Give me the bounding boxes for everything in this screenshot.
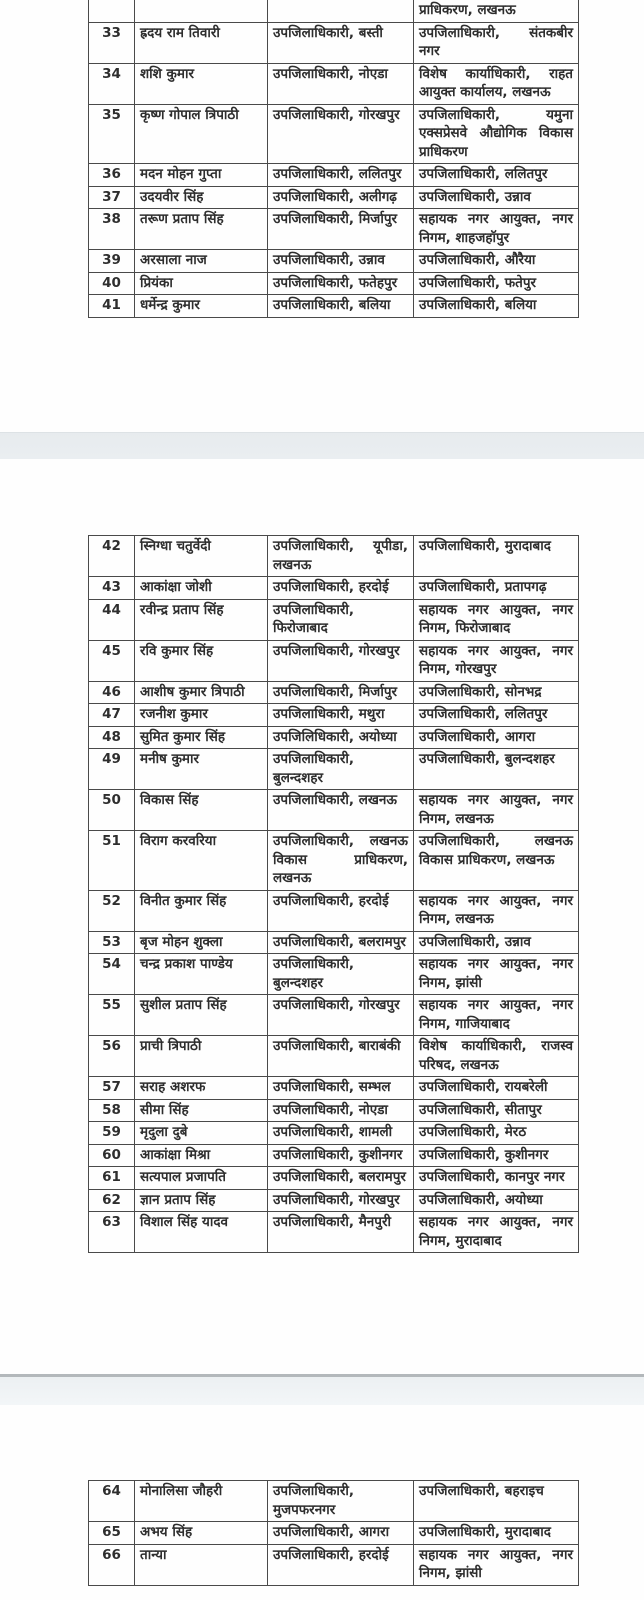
new-posting-cell: उपजिलाधिकारी, ललितपुर	[414, 704, 579, 727]
current-posting-cell: उपजिलाधिकारी, गोरखपुर	[268, 640, 414, 681]
current-posting-cell: उपजिलाधिकारी, नोएडा	[268, 1099, 414, 1122]
table-row	[89, 931, 579, 954]
name-cell: प्रियंका	[135, 272, 268, 295]
current-posting-cell: उपजिलाधिकारी, हरदोई	[268, 577, 414, 600]
current-posting-cell: उपजिलाधिकारी, लखनऊ	[268, 790, 414, 831]
serial-cell: 39	[89, 250, 135, 273]
new-posting-cell: उपजिलाधिकारी, आगरा	[414, 726, 579, 749]
serial-cell: 46	[89, 681, 135, 704]
table-row	[89, 681, 579, 704]
new-posting-cell: उपजिलाधिकारी, लखनऊ विकास प्राधिकरण, लखनऊ	[414, 831, 579, 891]
table-row	[89, 995, 579, 1036]
table-row	[89, 186, 579, 209]
table-row	[89, 599, 579, 640]
name-cell: तरूण प्रताप सिंह	[135, 209, 268, 250]
name-cell: प्राची त्रिपाठी	[135, 1036, 268, 1077]
current-posting-cell: उपजिलाधिकारी, गोरखपुर	[268, 104, 414, 164]
new-posting-cell: उपजिलाधिकारी, मुरादाबाद	[414, 1522, 579, 1545]
new-posting-cell: सहायक नगर आयुक्त, नगर निगम, झांसी	[414, 1544, 579, 1585]
table-row	[89, 0, 579, 22]
name-cell: उदयवीर सिंह	[135, 186, 268, 209]
table-row	[89, 536, 579, 577]
new-posting-cell: उपजिलाधिकारी, कानपुर नगर	[414, 1167, 579, 1190]
table-row	[89, 790, 579, 831]
current-posting-cell: उपजिलाधिकारी, बुलन्दशहर	[268, 954, 414, 995]
new-posting-cell: उपजिलाधिकारी, सोनभद्र	[414, 681, 579, 704]
serial-cell: 64	[89, 1481, 135, 1522]
table-row	[89, 749, 579, 790]
current-posting-cell: उपजिलाधिकारी, हरदोई	[268, 1544, 414, 1585]
serial-cell: 53	[89, 931, 135, 954]
table-row	[89, 164, 579, 187]
new-posting-cell: सहायक नगर आयुक्त, नगर निगम, लखनऊ	[414, 790, 579, 831]
current-posting-cell: उपजिलाधिकारी, अलीगढ़	[268, 186, 414, 209]
name-cell: मनीष कुमार	[135, 749, 268, 790]
name-cell: विराग करवरिया	[135, 831, 268, 891]
name-cell: सराह अशरफ	[135, 1077, 268, 1100]
serial-cell: 60	[89, 1144, 135, 1167]
new-posting-cell: विशेष कार्याधिकारी, राहत आयुक्त कार्यालय, लखनऊ	[414, 63, 579, 104]
name-cell: रवि कुमार सिंह	[135, 640, 268, 681]
table-row	[89, 954, 579, 995]
new-posting-cell: उपजिलाधिकारी, बहराइच	[414, 1481, 579, 1522]
table-row	[89, 22, 579, 63]
serial-cell: 51	[89, 831, 135, 891]
name-cell: सत्यपाल प्रजापति	[135, 1167, 268, 1190]
current-posting-cell: उपजिलाधिकारी, यूपीडा, लखनऊ	[268, 536, 414, 577]
new-posting-cell: उपजिलाधिकारी, संतकबीर नगर	[414, 22, 579, 63]
current-posting-cell: उपजिलाधिकारी, बलिया	[268, 295, 414, 318]
new-posting-cell: उपजिलाधिकारी, कुशीनगर	[414, 1144, 579, 1167]
new-posting-cell: सहायक नगर आयुक्त, नगर निगम, झांसी	[414, 954, 579, 995]
name-cell: अभय सिंह	[135, 1522, 268, 1545]
name-cell: मदन मोहन गुप्ता	[135, 164, 268, 187]
serial-cell	[89, 0, 135, 22]
serial-cell: 65	[89, 1522, 135, 1545]
new-posting-cell: उपजिलाधिकारी, सीतापुर	[414, 1099, 579, 1122]
name-cell: ज्ञान प्रताप सिंह	[135, 1189, 268, 1212]
new-posting-cell: उपजिलाधिकारी, बुलन्दशहर	[414, 749, 579, 790]
name-cell: विकास सिंह	[135, 790, 268, 831]
table-row	[89, 1144, 579, 1167]
current-posting-cell: उपजिलिधिकारी, अयोध्या	[268, 726, 414, 749]
table-row	[89, 63, 579, 104]
name-cell: आकांक्षा जोशी	[135, 577, 268, 600]
new-posting-cell: उपजिलाधिकारी, उन्नाव	[414, 931, 579, 954]
serial-cell: 33	[89, 22, 135, 63]
serial-cell: 58	[89, 1099, 135, 1122]
table-row	[89, 1099, 579, 1122]
new-posting-cell: उपजिलाधिकारी, मेरठ	[414, 1122, 579, 1145]
name-cell: मोनालिसा जौहरी	[135, 1481, 268, 1522]
new-posting-cell: सहायक नगर आयुक्त, नगर निगम, फिरोजाबाद	[414, 599, 579, 640]
current-posting-cell: उपजिलाधिकारी, बलरामपुर	[268, 1167, 414, 1190]
new-posting-cell: उपजिलाधिकारी, फतेपुर	[414, 272, 579, 295]
new-posting-cell: सहायक नगर आयुक्त, नगर निगम, शाहजहॉपुर	[414, 209, 579, 250]
serial-cell: 52	[89, 890, 135, 931]
serial-cell: 49	[89, 749, 135, 790]
table-row	[89, 1544, 579, 1585]
current-posting-cell: उपजिलाधिकारी, मैनपुरी	[268, 1212, 414, 1253]
name-cell: स्निग्धा चतुर्वेदी	[135, 536, 268, 577]
current-posting-cell: उपजिलाधिकारी, उन्नाव	[268, 250, 414, 273]
current-posting-cell: उपजिलाधिकारी, कुशीनगर	[268, 1144, 414, 1167]
new-posting-cell: सहायक नगर आयुक्त, नगर निगम, गोरखपुर	[414, 640, 579, 681]
current-posting-cell: उपजिलाधिकारी, शामली	[268, 1122, 414, 1145]
new-posting-cell: प्राधिकरण, लखनऊ	[414, 0, 579, 22]
name-cell: रजनीश कुमार	[135, 704, 268, 727]
name-cell: आशीष कुमार त्रिपाठी	[135, 681, 268, 704]
serial-cell: 37	[89, 186, 135, 209]
serial-cell: 62	[89, 1189, 135, 1212]
serial-cell: 48	[89, 726, 135, 749]
name-cell: रवीन्द्र प्रताप सिंह	[135, 599, 268, 640]
name-cell: बृज मोहन शुक्ला	[135, 931, 268, 954]
serial-cell: 61	[89, 1167, 135, 1190]
serial-cell: 34	[89, 63, 135, 104]
name-cell	[135, 0, 268, 22]
new-posting-cell: उपजिलाधिकारी, यमुना एक्सप्रेसवे औद्योगिक विकास प्राधिकरण	[414, 104, 579, 164]
table-row	[89, 272, 579, 295]
new-posting-cell: उपजिलाधिकारी, ललितपुर	[414, 164, 579, 187]
serial-cell: 63	[89, 1212, 135, 1253]
page-separator-band	[0, 432, 644, 459]
name-cell: कृष्ण गोपाल त्रिपाठी	[135, 104, 268, 164]
serial-cell: 41	[89, 295, 135, 318]
table-row	[89, 726, 579, 749]
table-row	[89, 831, 579, 891]
table-row	[89, 890, 579, 931]
new-posting-cell: उपजिलाधिकारी, अयोध्या	[414, 1189, 579, 1212]
table-row	[89, 1122, 579, 1145]
transfer-table-page-3	[88, 1480, 579, 1586]
current-posting-cell: उपजिलाधिकारी, मिर्जापुर	[268, 209, 414, 250]
new-posting-cell: सहायक नगर आयुक्त, नगर निगम, मुरादाबाद	[414, 1212, 579, 1253]
new-posting-cell: उपजिलाधिकारी, रायबरेली	[414, 1077, 579, 1100]
table-row	[89, 209, 579, 250]
name-cell: तान्या	[135, 1544, 268, 1585]
serial-cell: 55	[89, 995, 135, 1036]
new-posting-cell: उपजिलाधिकारी, औरैया	[414, 250, 579, 273]
current-posting-cell: उपजिलाधिकारी, गोरखपुर	[268, 995, 414, 1036]
current-posting-cell: उपजिलाधिकारी, फतेहपुर	[268, 272, 414, 295]
name-cell: विनीत कुमार सिंह	[135, 890, 268, 931]
current-posting-cell: उपजिलाधिकारी, आगरा	[268, 1522, 414, 1545]
serial-cell: 47	[89, 704, 135, 727]
current-posting-cell	[268, 0, 414, 22]
serial-cell: 44	[89, 599, 135, 640]
name-cell: शशि कुमार	[135, 63, 268, 104]
table-row	[89, 577, 579, 600]
current-posting-cell: उपजिलाधिकारी, बलरामपुर	[268, 931, 414, 954]
serial-cell: 42	[89, 536, 135, 577]
serial-cell: 54	[89, 954, 135, 995]
transfer-table-page-1	[88, 0, 579, 318]
table-row	[89, 1167, 579, 1190]
serial-cell: 36	[89, 164, 135, 187]
current-posting-cell: उपजिलाधिकारी, गोरखपुर	[268, 1189, 414, 1212]
name-cell: धर्मेन्द्र कुमार	[135, 295, 268, 318]
new-posting-cell: उपजिलाधिकारी, उन्नाव	[414, 186, 579, 209]
table-row	[89, 1212, 579, 1253]
current-posting-cell: उपजिलाधिकारी, बस्ती	[268, 22, 414, 63]
name-cell: सुशील प्रताप सिंह	[135, 995, 268, 1036]
page-separator-band	[0, 1374, 644, 1405]
new-posting-cell: सहायक नगर आयुक्त, नगर निगम, गाजियाबाद	[414, 995, 579, 1036]
name-cell: अरसाला नाज	[135, 250, 268, 273]
serial-cell: 59	[89, 1122, 135, 1145]
current-posting-cell: उपजिलाधिकारी, बाराबंकी	[268, 1036, 414, 1077]
current-posting-cell: उपजिलाधिकारी, हरदोई	[268, 890, 414, 931]
name-cell: ह्रदय राम तिवारी	[135, 22, 268, 63]
name-cell: सीमा सिंह	[135, 1099, 268, 1122]
table-row	[89, 1189, 579, 1212]
current-posting-cell: उपजिलाधिकारी, मुजपफरनगर	[268, 1481, 414, 1522]
current-posting-cell: उपजिलाधिकारी, ललितपुर	[268, 164, 414, 187]
serial-cell: 43	[89, 577, 135, 600]
table-row	[89, 1522, 579, 1545]
current-posting-cell: उपजिलाधिकारी, मथुरा	[268, 704, 414, 727]
transfer-table-page-2	[88, 535, 579, 1253]
serial-cell: 35	[89, 104, 135, 164]
serial-cell: 40	[89, 272, 135, 295]
table-row	[89, 1077, 579, 1100]
new-posting-cell: सहायक नगर आयुक्त, नगर निगम, लखनऊ	[414, 890, 579, 931]
table-row	[89, 295, 579, 318]
new-posting-cell: उपजिलाधिकारी, मुरादाबाद	[414, 536, 579, 577]
serial-cell: 57	[89, 1077, 135, 1100]
name-cell: मृदुला दुबे	[135, 1122, 268, 1145]
table-row	[89, 104, 579, 164]
table-row	[89, 1481, 579, 1522]
name-cell: चन्द्र प्रकाश पाण्डेय	[135, 954, 268, 995]
serial-cell: 50	[89, 790, 135, 831]
current-posting-cell: उपजिलाधिकारी, फिरोजाबाद	[268, 599, 414, 640]
serial-cell: 38	[89, 209, 135, 250]
new-posting-cell: उपजिलाधिकारी, बलिया	[414, 295, 579, 318]
table-row	[89, 250, 579, 273]
current-posting-cell: उपजिलाधिकारी, नोएडा	[268, 63, 414, 104]
name-cell: सुमित कुमार सिंह	[135, 726, 268, 749]
new-posting-cell: विशेष कार्याधिकारी, राजस्व परिषद, लखनऊ	[414, 1036, 579, 1077]
table-row	[89, 704, 579, 727]
current-posting-cell: उपजिलाधिकारी, मिर्जापुर	[268, 681, 414, 704]
current-posting-cell: उपजिलाधिकारी, सम्भल	[268, 1077, 414, 1100]
name-cell: आकांक्षा मिश्रा	[135, 1144, 268, 1167]
name-cell: विशाल सिंह यादव	[135, 1212, 268, 1253]
current-posting-cell: उपजिलाधिकारी, लखनऊ विकास प्राधिकरण, लखनऊ	[268, 831, 414, 891]
new-posting-cell: उपजिलाधिकारी, प्रतापगढ़	[414, 577, 579, 600]
table-row	[89, 1036, 579, 1077]
current-posting-cell: उपजिलाधिकारी, बुलन्दशहर	[268, 749, 414, 790]
serial-cell: 66	[89, 1544, 135, 1585]
serial-cell: 56	[89, 1036, 135, 1077]
serial-cell: 45	[89, 640, 135, 681]
table-row	[89, 640, 579, 681]
